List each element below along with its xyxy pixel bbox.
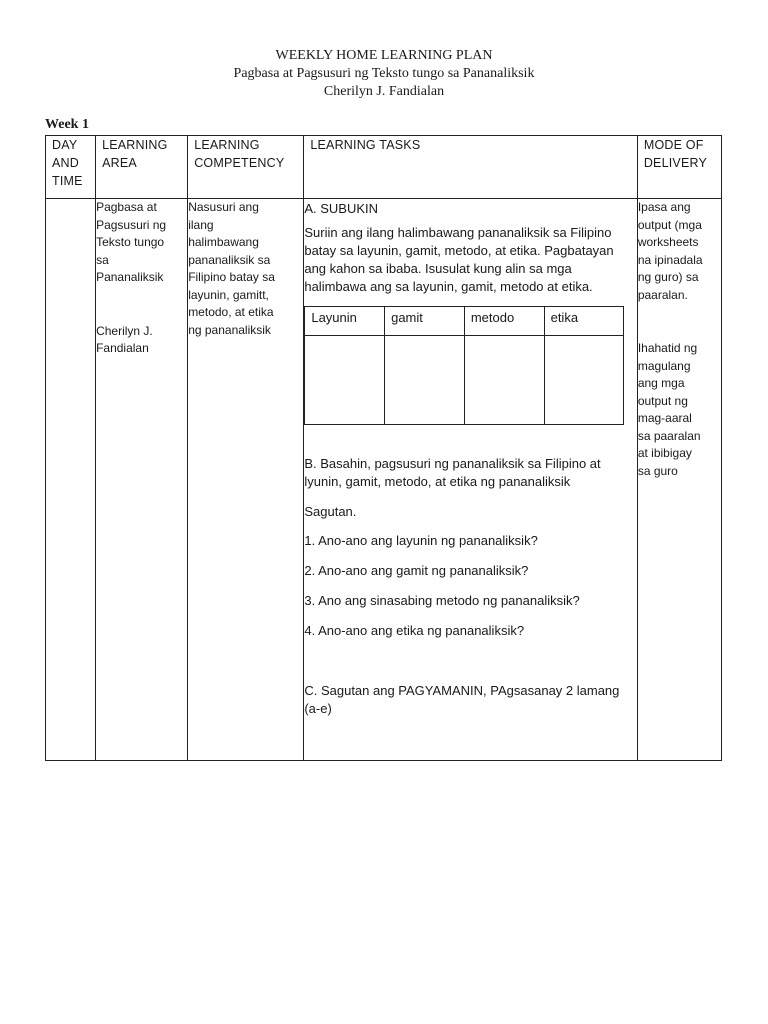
area-author-line: Cherilyn J. [96,323,153,338]
competency-line: halimbawang [188,235,259,249]
header-line: TIME [52,174,83,188]
answer-grid-header-row [305,307,624,336]
task-c-text: C. Sagutan ang PAGYAMANIN, PAgsasanay 2 lamang (a-e) [304,683,620,716]
grid-header-metodo: metodo [464,307,544,336]
header-line: AREA [102,156,137,170]
cell-learning-tasks [304,199,637,761]
header-line: LEARNING [194,138,260,152]
grid-answer-cell[interactable] [385,336,465,425]
mode-line: mag-aaral [637,411,692,425]
document-header [0,47,768,101]
cell-learning-area [96,199,188,761]
mode-line: ang mga [637,376,685,390]
header-line: MODE OF [643,138,704,152]
header-day-time [46,136,96,199]
grid-header-etika: etika [544,307,624,336]
cell-learning-competency [188,199,304,761]
task-a-text: Suriin ang ilang halimbawang pananaliksik sa Filipino batay sa layunin, gamit, metodo, at etika. Pagbatayan ang kahon sa ibaba. Isusulat kung alin sa mga halimbawa ang sa layunin, gamit, metodo at etika. [304,225,614,294]
question-item: 3. Ano ang sinasabing metodo ng pananaliksik? [304,593,580,608]
area-line: Teksto tungo [96,235,165,249]
grid-header-layunin: Layunin [305,307,385,336]
answer-grid-body-row [305,336,624,425]
mode-line: worksheets [637,235,699,249]
grid-answer-cell[interactable] [464,336,544,425]
mode-line: Ihahatid ng [637,341,698,355]
mode-line: output (mga [637,217,702,232]
header-line: DELIVERY [643,156,708,170]
question-item: 1. Ano-ano ang layunin ng pananaliksik? [304,533,538,548]
table-row [46,199,722,761]
grid-answer-cell[interactable] [305,336,385,425]
mode-line: at ibibigay [637,446,692,460]
header-line: DAY [52,138,78,152]
area-line: sa [96,252,109,267]
mode-line: Ipasa ang [637,200,691,214]
week-label: Week 1 [45,117,89,132]
cell-mode-of-delivery [637,199,721,761]
grid-header-gamit: gamit [385,307,465,336]
competency-line: ilang [188,217,214,232]
competency-line: layunin, gamitt, [188,287,269,302]
mode-line: paaralan. [637,287,688,302]
mode-line: sa guro [637,463,678,478]
mode-line: magulang [637,358,691,373]
table-header-row [46,136,722,199]
question-item: 4. Ano-ano ang etika ng pananaliksik? [304,623,525,638]
header-learning-area [96,136,188,199]
task-b-text: B. Basahin, pagsusuri ng pananaliksik sa Filipino at lyunin, gamit, metodo, at etika ng pananaliksik [304,456,601,489]
header-mode-of-delivery [637,136,721,199]
task-a-title: A. SUBUKIN [304,201,379,216]
header-line: AND [52,156,79,170]
header-line: LEARNING [102,138,168,152]
header-line: LEARNING TASKS [310,138,421,152]
document-title: WEEKLY HOME LEARNING PLAN [275,48,493,63]
document-author: Cherilyn J. Fandialan [323,84,445,99]
area-author-line: Fandialan [96,341,149,355]
grid-answer-cell[interactable] [544,336,624,425]
mode-line: ng guro) sa [637,270,699,284]
competency-line: Filipino batay sa [188,270,275,284]
question-item: 2. Ano-ano ang gamit ng pananaliksik? [304,563,529,578]
competency-line: metodo, at etika [188,305,274,319]
document-subtitle: Pagbasa at Pagsusuri ng Teksto tungo sa Pananaliksik [233,66,535,81]
header-line: COMPETENCY [194,156,285,170]
task-sagutan: Sagutan. [304,504,357,519]
area-line: Pagbasa at [96,200,157,214]
area-line: Pagsusuri ng [96,217,167,232]
competency-line: pananaliksik sa [188,252,271,267]
header-learning-tasks [304,136,637,199]
competency-line: Nasusuri ang [188,200,259,214]
answer-grid [304,306,624,425]
mode-line: sa paaralan [637,428,701,443]
learning-plan-table [45,135,722,761]
competency-line: ng pananaliksik [188,322,271,337]
mode-line: na ipinadala [637,252,703,267]
cell-day-time [46,199,96,761]
area-line: Pananaliksik [96,270,164,284]
header-learning-competency [188,136,304,199]
mode-line: output ng [637,393,688,408]
